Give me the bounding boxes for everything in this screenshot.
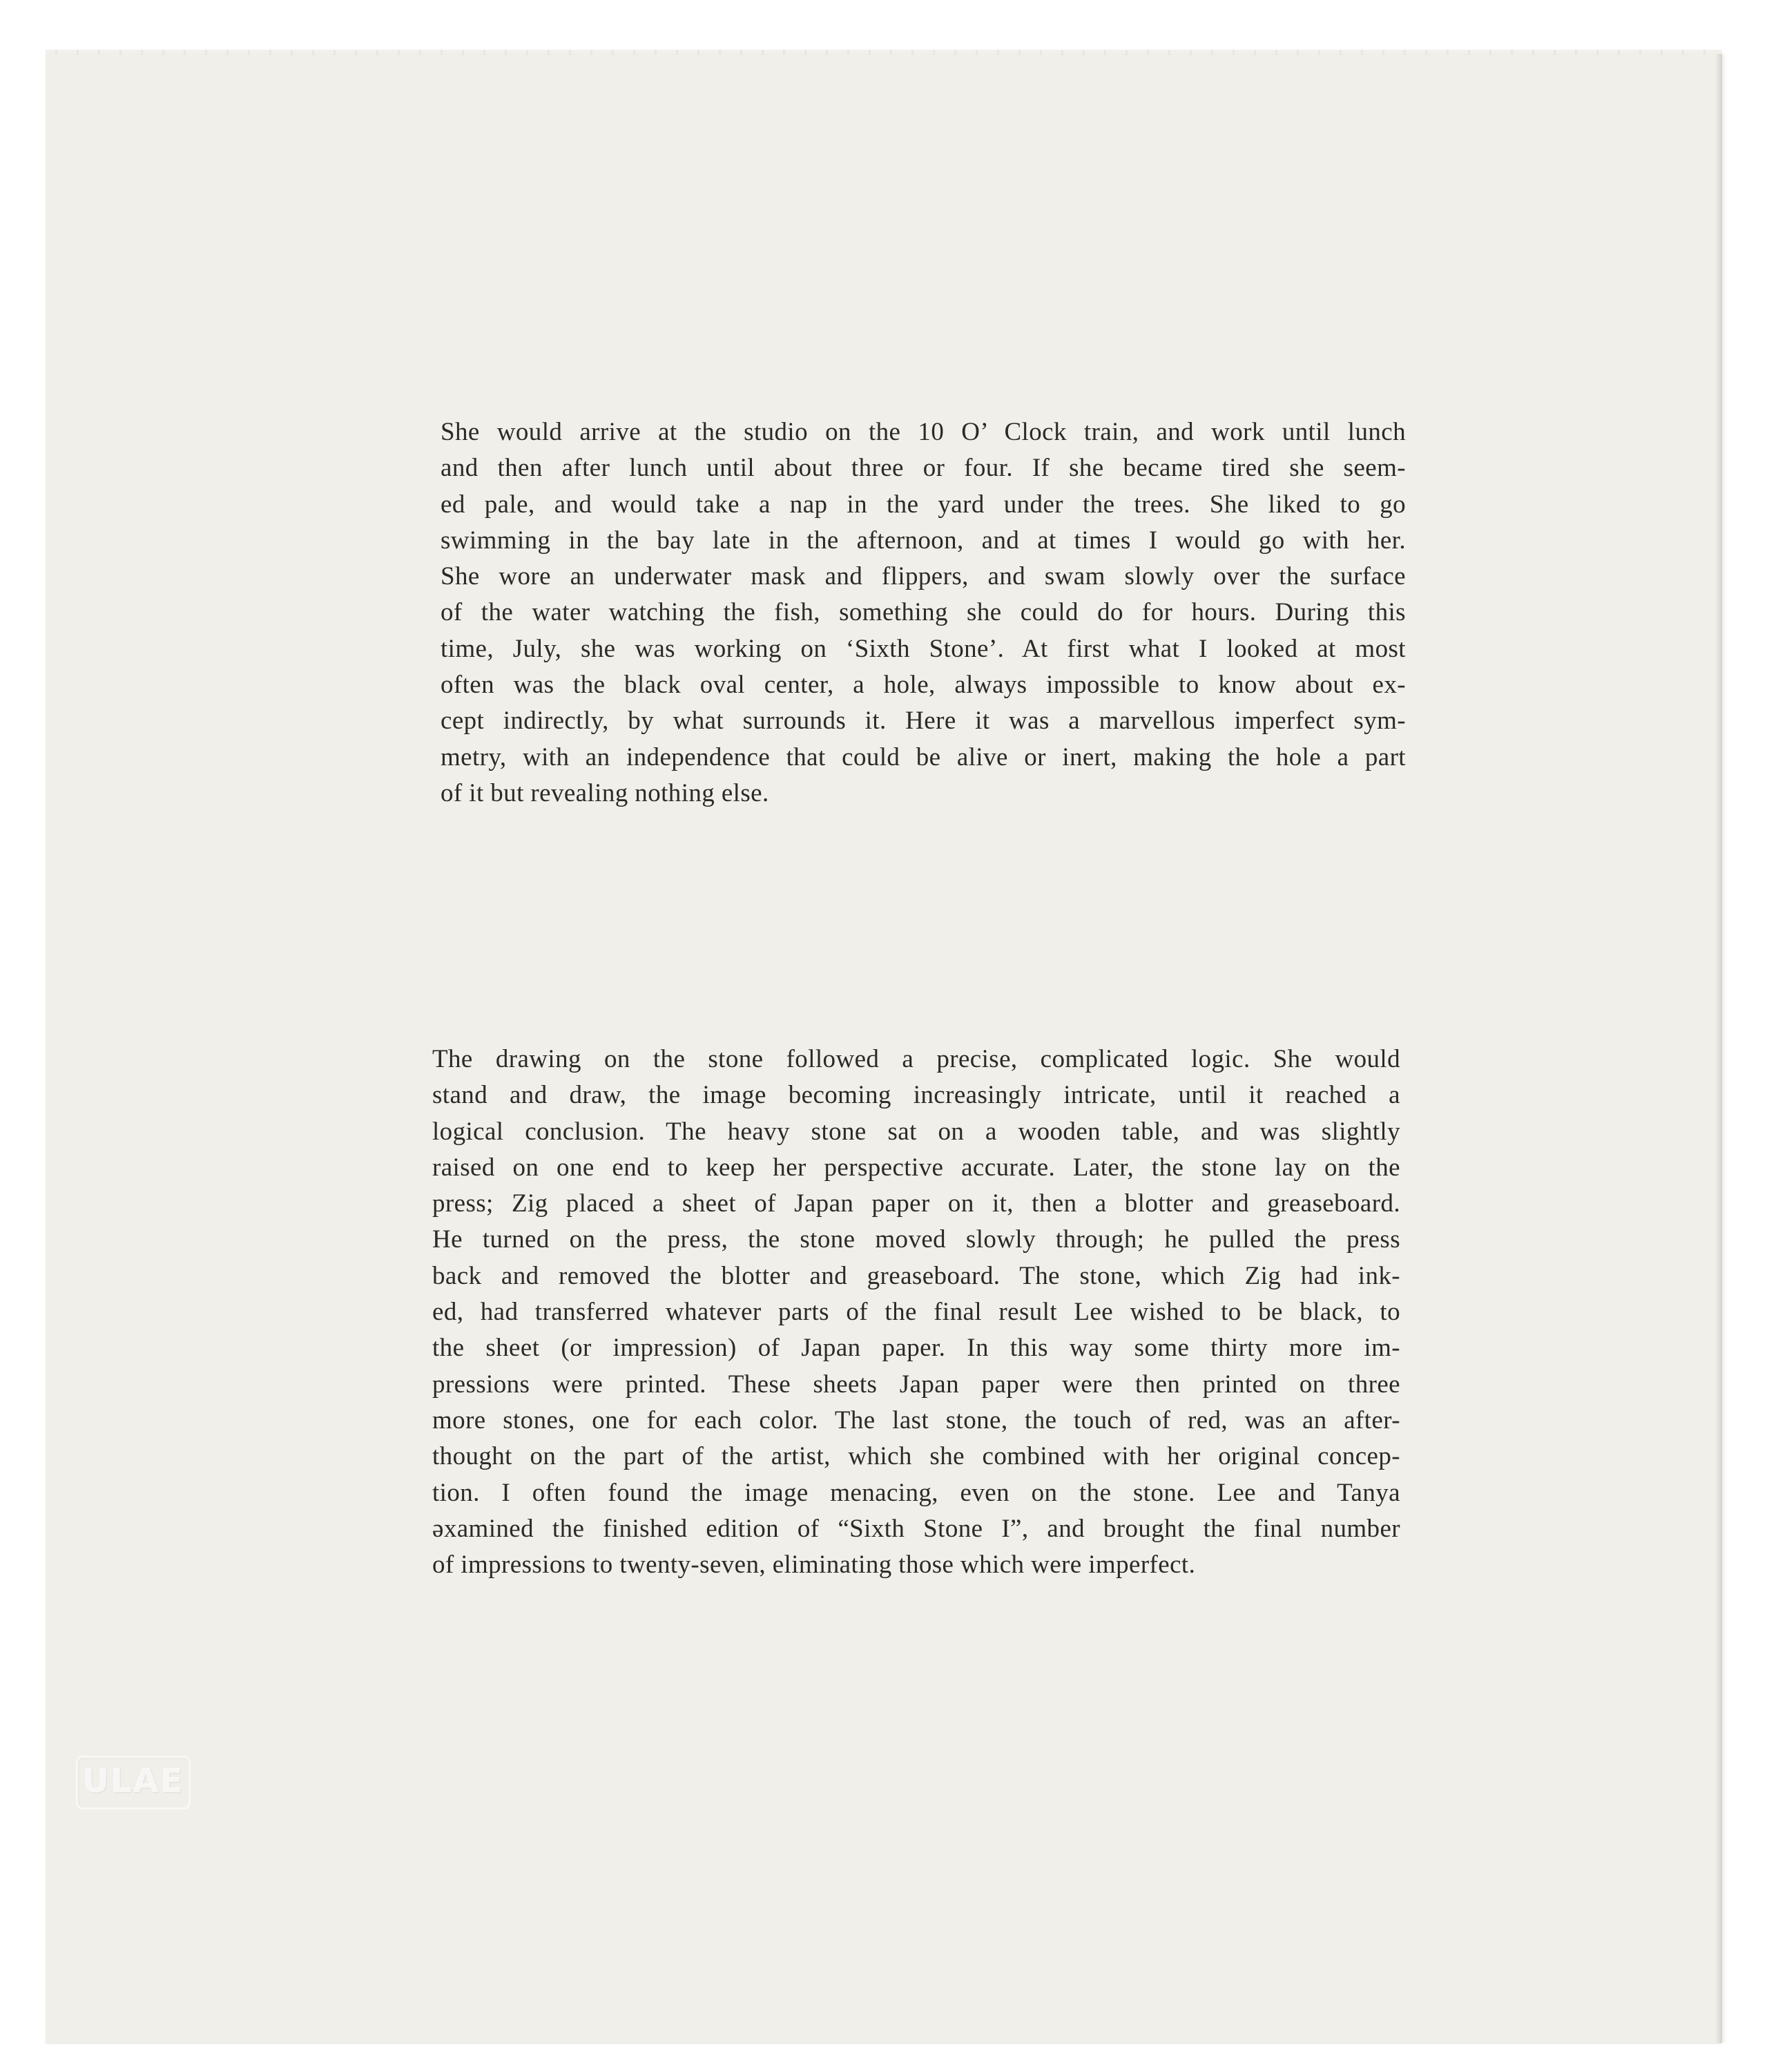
text-line: metry, with an independence that could be alive or inert, making the hole a part [441, 742, 1406, 771]
text-line: of impressions to twenty-seven, eliminating those which were imperfect. [432, 1551, 1196, 1580]
text-line: logical conclusion. The heavy stone sat on a wooden table, and was slightly [432, 1117, 1400, 1146]
text-line: cept indirectly, by what surrounds it. Here it was a marvellous imperfect sym- [441, 707, 1406, 736]
text-line: raised on one end to keep her perspective accurate. Later, the stone lay on the [432, 1153, 1400, 1182]
text-line: thought on the part of the artist, which she combined with her original concep- [432, 1442, 1400, 1471]
text-line: stand and draw, the image becoming increasingly intricate, until it reached a [432, 1081, 1400, 1110]
text-line: of the water watching the fish, something she could do for hours. During this [441, 598, 1406, 627]
text-line: often was the black oval center, a hole, always impossible to know about ex- [441, 671, 1406, 700]
text-line: time, July, she was working on ‘Sixth Stone’. At first what I looked at most [441, 634, 1406, 663]
text-line: He turned on the press, the stone moved slowly through; he pulled the press [432, 1225, 1400, 1254]
text-line: and then after lunch until about three or four. If she became tired she seem- [441, 454, 1406, 483]
paragraph-2 [432, 1042, 1400, 1583]
text-line: ed, had transferred whatever parts of the final result Lee wished to be black, to [432, 1298, 1400, 1327]
text-line: əxamined the finished edition of “Sixth Stone I”, and brought the final number [432, 1514, 1400, 1543]
text-line: She would arrive at the studio on the 10 O’ Clock train, and work until lunch [441, 418, 1406, 446]
text-line: press; Zig placed a sheet of Japan paper on it, then a blotter and greaseboard. [432, 1189, 1400, 1218]
text-line: of it but revealing nothing else. [441, 778, 769, 807]
paragraph-1 [441, 414, 1406, 812]
text-line: swimming in the bay late in the afternoon, and at times I would go with her. [441, 526, 1406, 555]
blindstamp-logo: ULAE [76, 1756, 191, 1810]
text-line: tion. I often found the image menacing, even on the stone. Lee and Tanya [432, 1478, 1400, 1507]
text-line: back and removed the blotter and greaseboard. The stone, which Zig had ink- [432, 1261, 1400, 1290]
text-line: The drawing on the stone followed a precise, complicated logic. She would [432, 1045, 1400, 1073]
text-line: pressions were printed. These sheets Japan paper were then printed on three [432, 1370, 1400, 1399]
text-line: more stones, one for each color. The last stone, the touch of red, was an after- [432, 1406, 1400, 1435]
text-line: She wore an underwater mask and flippers, and swam slowly over the surface [441, 562, 1406, 591]
paper-sheet [46, 54, 1722, 2043]
text-line: the sheet (or impression) of Japan paper. In this way some thirty more im- [432, 1334, 1400, 1363]
text-line: ed pale, and would take a nap in the yard under the trees. She liked to go [441, 490, 1406, 519]
